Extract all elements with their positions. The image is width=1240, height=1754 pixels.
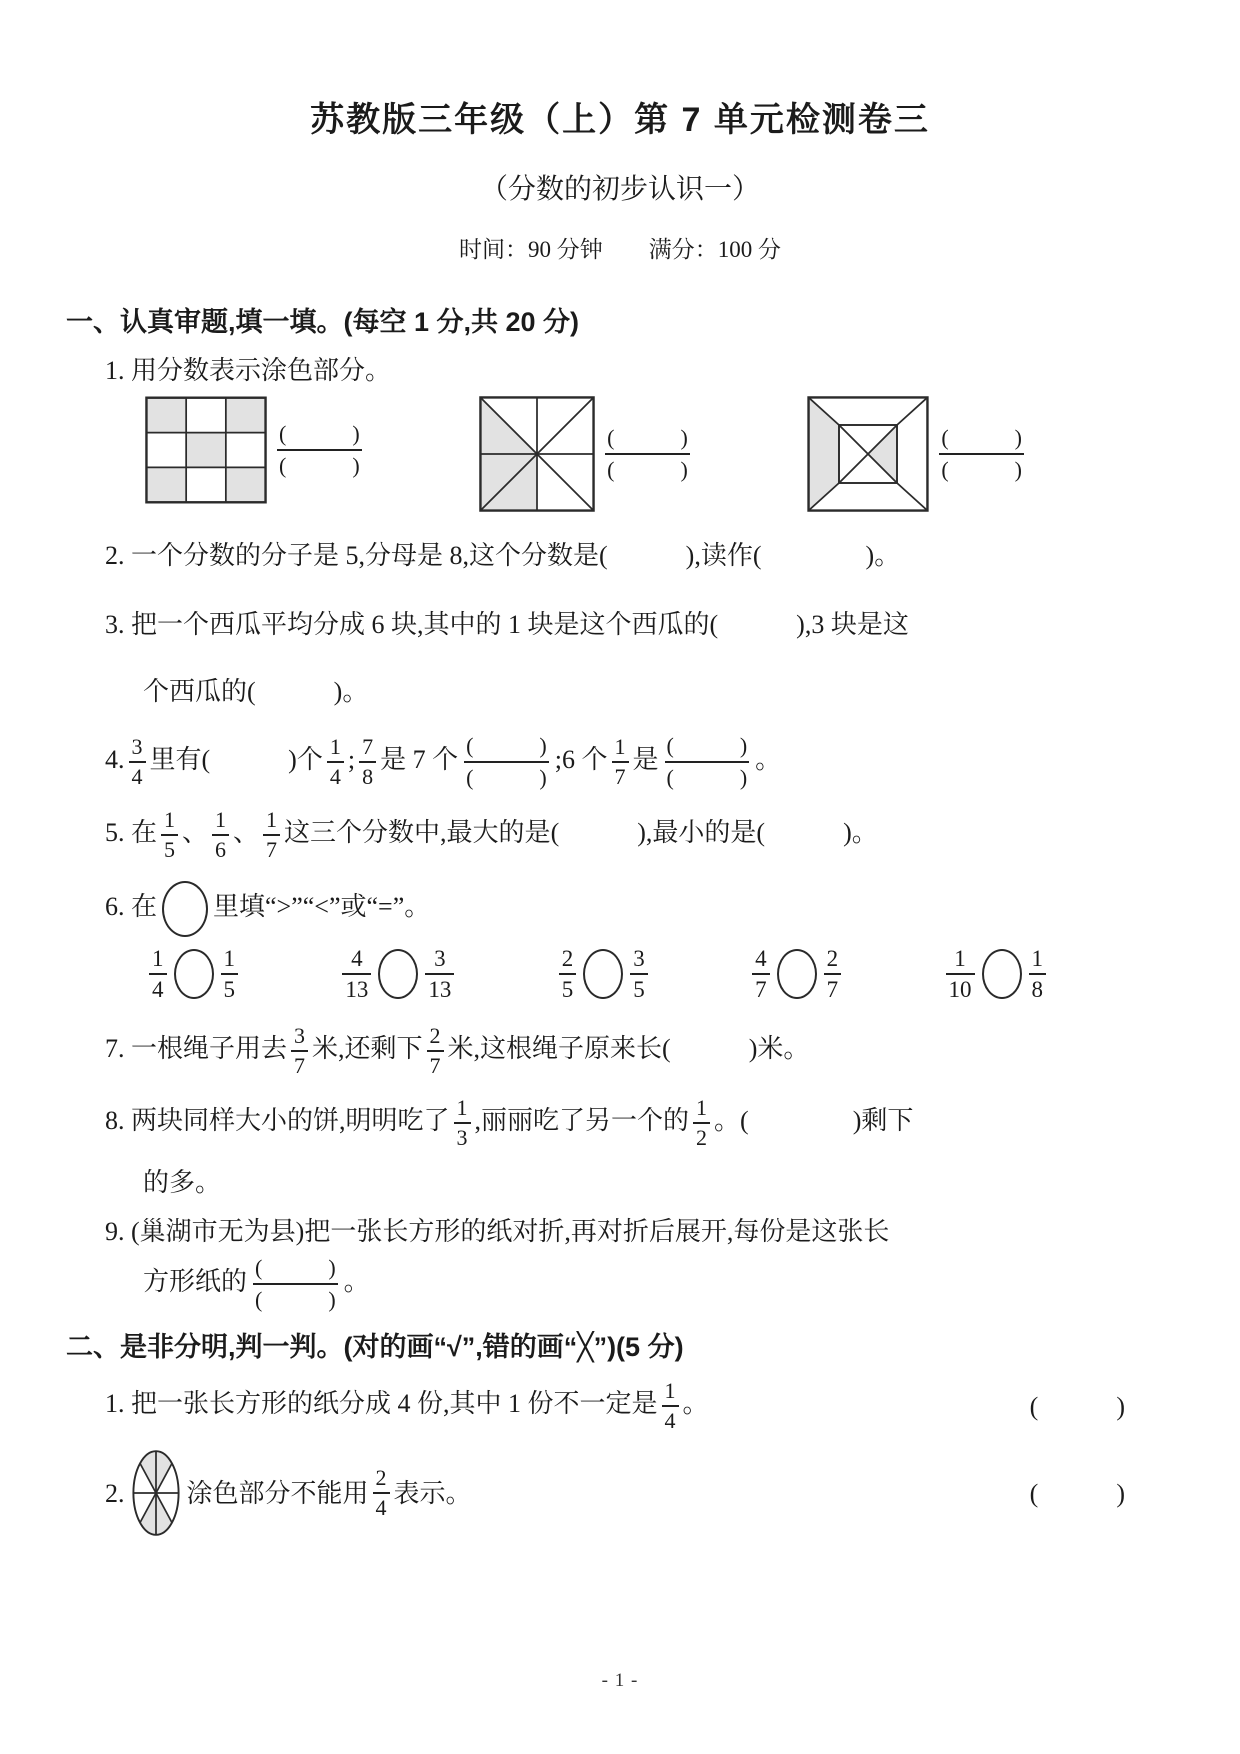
score-label: 满分：100 分: [648, 237, 781, 262]
answer-blank: ( ): [550, 817, 646, 847]
text-segment: 1. 用分数表示涂色部分。: [105, 356, 392, 385]
question-8-line1: [105, 1097, 1180, 1149]
fraction: [693, 1097, 710, 1149]
exam-info: [60, 231, 1180, 264]
page-number: - 1 -: [601, 1670, 639, 1691]
judge-answer-blank: ( ): [1029, 1478, 1125, 1508]
comparison-pair: [338, 947, 458, 1001]
text-segment: 里填“>”“<”或“=”。: [213, 891, 431, 921]
denominator: 7: [824, 973, 842, 1001]
fraction: [212, 809, 229, 861]
numerator: 7: [362, 734, 374, 759]
judge-answer-blank: ( ): [1029, 1391, 1125, 1421]
question-1-figures: [145, 396, 1030, 512]
denominator: 5: [630, 973, 648, 1001]
text-segment: 1. 把一张长方形的纸分成 4 份,其中 1 份不一定是: [105, 1388, 658, 1418]
numerator: 1: [696, 1095, 708, 1120]
fraction: [342, 947, 371, 1001]
figure-square-8-triangles: [479, 396, 696, 512]
question-7: [105, 1025, 1180, 1077]
text-segment: 个: [296, 744, 323, 774]
judge-question-1: [105, 1380, 1180, 1432]
text-segment: 。: [682, 1388, 709, 1418]
text-segment: ,3 块是这: [804, 610, 909, 639]
text-segment: 、: [182, 817, 209, 847]
fraction: [291, 1025, 308, 1077]
fraction-blank: [665, 735, 750, 789]
question-5: [105, 809, 1180, 861]
text-segment: 2. 一个分数的分子是 5,分母是 8,这个分数是: [105, 541, 600, 570]
text-segment: 。: [342, 677, 369, 706]
denominator: 4: [129, 761, 146, 788]
fraction-blank: [277, 423, 362, 477]
numerator: 1: [164, 807, 176, 832]
denominator: 7: [427, 1050, 444, 1077]
denominator: 5: [221, 973, 239, 1001]
numerator: 2: [826, 946, 839, 971]
text-segment: 表示。: [393, 1478, 472, 1508]
answer-blank: ( ): [709, 610, 805, 639]
compare-circle-blank: [378, 949, 418, 999]
answer-blank: ( ): [599, 541, 695, 570]
text-segment: 。: [851, 817, 878, 847]
denominator: 7: [291, 1050, 308, 1077]
numerator: 3: [633, 946, 645, 971]
fraction-blank: [253, 1257, 338, 1311]
numerator: 2: [375, 1465, 387, 1490]
fraction-blank: [939, 427, 1024, 481]
fraction: [425, 947, 454, 1001]
text-segment: ,丽丽吃了另一个的: [474, 1105, 690, 1135]
fraction-blank: [605, 427, 690, 481]
numerator: 2: [429, 1023, 441, 1048]
section2-header: 二、是非分明,判一判。(对的画“√”,错的画“╳”)(5 分): [66, 1332, 684, 1362]
numerator-blank: ( ): [941, 425, 1022, 450]
text-segment: 方形纸的: [143, 1266, 248, 1296]
comparison-pair: [748, 947, 845, 1001]
text-segment: 8. 两块同样大小的饼,明明吃了: [105, 1105, 450, 1135]
text-segment: 是 7 个: [380, 744, 459, 774]
comparison-pair: [555, 947, 652, 1001]
denominator: 13: [425, 973, 454, 1001]
compare-circle-blank: [777, 949, 817, 999]
text-segment: 3. 把一个西瓜平均分成 6 块,其中的 1 块是这个西瓜的: [105, 610, 710, 639]
text-segment: 、: [233, 817, 260, 847]
compare-circle-blank: [982, 949, 1022, 999]
compare-circle-blank: [583, 949, 623, 999]
answer-blank: ( ): [752, 541, 875, 570]
denominator: 4: [662, 1405, 679, 1432]
denominator-blank: ( ): [939, 453, 1024, 481]
question-text: [105, 1380, 1030, 1432]
text-segment: 6. 在: [105, 891, 158, 921]
numerator: 4: [755, 946, 767, 971]
numerator: 1: [223, 946, 235, 971]
numerator: 3: [131, 734, 143, 759]
text-segment: ;: [347, 744, 356, 774]
text-segment: ,最小的是: [645, 817, 757, 847]
denominator: 4: [373, 1492, 390, 1519]
numerator-blank: ( ): [279, 421, 360, 446]
text-segment: 这三个分数中,最大的是: [284, 817, 551, 847]
answer-blank: ( ): [756, 817, 852, 847]
fraction: [1029, 947, 1047, 1001]
text-segment: 7. 一根绳子用去: [105, 1033, 288, 1063]
fraction: [359, 736, 376, 788]
ellipse-8-sectors-figure: [131, 1448, 181, 1538]
grid-3x3-figure: [145, 396, 267, 504]
text-segment: ;6 个: [554, 744, 608, 774]
text-segment: 。: [714, 1105, 741, 1135]
numerator: 2: [561, 946, 574, 971]
numerator: 1: [954, 946, 966, 971]
square-with-inner-square-figure: [807, 396, 929, 512]
fraction: [161, 809, 178, 861]
denominator: 7: [263, 834, 280, 861]
text-segment: 5. 在: [105, 817, 158, 847]
text-segment: 的多。: [143, 1168, 222, 1197]
figure-square-inner-square: [807, 396, 1030, 512]
text-segment: 。: [343, 1266, 370, 1296]
page-title: 苏教版三年级（上）第 7 单元检测卷三: [310, 101, 930, 139]
denominator-blank: ( ): [665, 761, 750, 789]
fraction: [559, 947, 577, 1001]
numerator: 1: [614, 734, 626, 759]
question-3-line1: [105, 605, 1180, 644]
text-segment: 4.: [105, 744, 125, 774]
text-segment: ,读作: [694, 541, 753, 570]
text-segment: 米。: [757, 1033, 810, 1063]
denominator: 4: [149, 973, 167, 1001]
denominator: 4: [327, 761, 344, 788]
text-segment: 里有: [149, 744, 202, 774]
question-6: [105, 881, 1180, 937]
question-9-line1: [105, 1212, 1180, 1251]
fraction: [327, 736, 344, 788]
numerator: 3: [434, 946, 446, 971]
fraction-blank: [464, 735, 549, 789]
fraction: [662, 1380, 679, 1432]
fraction: [612, 736, 629, 788]
numerator: 1: [664, 1378, 676, 1403]
compare-circle-blank: [162, 881, 208, 937]
numerator: 3: [294, 1023, 306, 1048]
question-6-comparisons: [145, 947, 1050, 1001]
answer-blank: ( ): [201, 744, 297, 774]
judge-question-2: [105, 1448, 1180, 1538]
question-1: [105, 351, 1180, 390]
denominator: 6: [212, 834, 229, 861]
denominator-blank: ( ): [464, 761, 549, 789]
denominator: 8: [1029, 973, 1047, 1001]
question-9-line2: [143, 1257, 1180, 1311]
fraction: [129, 736, 146, 788]
denominator: 13: [342, 973, 371, 1001]
denominator-blank: ( ): [605, 453, 690, 481]
denominator: 8: [359, 761, 376, 788]
numerator-blank: ( ): [607, 425, 688, 450]
numerator: 1: [456, 1095, 468, 1120]
fraction: [427, 1025, 444, 1077]
text-segment: 。: [755, 744, 782, 774]
fraction: [454, 1097, 471, 1149]
text-segment: 是: [632, 744, 659, 774]
text-segment: 9. (巢湖市无为县)把一张长方形的纸对折,再对折后展开,每份是这张长: [105, 1217, 890, 1246]
text-segment: 米,这根绳子原来长: [447, 1033, 663, 1063]
compare-circle-blank: [174, 949, 214, 999]
question-4: [105, 735, 1180, 789]
numerator-blank: ( ): [466, 733, 547, 758]
text-segment: 剩下: [861, 1105, 914, 1135]
numerator-blank: ( ): [666, 733, 748, 758]
fraction: [149, 947, 167, 1001]
figure-grid-3x3: [145, 396, 368, 504]
question-2: [105, 536, 1180, 575]
text-segment: 个西瓜的: [143, 677, 248, 706]
section1-header: 一、认真审题,填一填。(每空 1 分,共 20 分): [66, 307, 580, 337]
denominator: 10: [946, 973, 975, 1001]
question-8-line2: [143, 1163, 1180, 1202]
numerator: 1: [1031, 946, 1043, 971]
text-segment: 米,还剩下: [312, 1033, 423, 1063]
numerator: 1: [329, 734, 341, 759]
denominator-blank: ( ): [277, 449, 362, 477]
page-subtitle: （分数的初步认识一）: [479, 173, 760, 204]
text-segment: 涂色部分不能用: [186, 1478, 369, 1508]
fraction: [752, 947, 770, 1001]
fraction: [630, 947, 648, 1001]
square-8-triangles-figure: [479, 396, 595, 512]
fraction: [373, 1467, 390, 1519]
comparison-pair: [942, 947, 1051, 1001]
denominator: 7: [612, 761, 629, 788]
denominator-blank: ( ): [253, 1283, 338, 1311]
denominator: 5: [559, 973, 577, 1001]
denominator: 3: [454, 1122, 471, 1149]
fraction: [221, 947, 239, 1001]
text-segment: 。: [874, 541, 901, 570]
question-number: 2.: [105, 1478, 125, 1508]
denominator: 5: [161, 834, 178, 861]
fraction: [263, 809, 280, 861]
numerator: 4: [351, 946, 363, 971]
numerator: 1: [152, 946, 164, 971]
comparison-pair: [145, 947, 242, 1001]
numerator: 1: [266, 807, 278, 832]
fraction: [946, 947, 975, 1001]
question-3-line2: [143, 672, 1180, 711]
question-text: [105, 1448, 1030, 1538]
answer-blank: ( ): [247, 677, 343, 706]
time-label: 时间：90 分钟: [459, 237, 603, 262]
answer-blank: ( ): [662, 1033, 758, 1063]
denominator: 2: [693, 1122, 710, 1149]
numerator: 1: [215, 807, 227, 832]
fraction: [824, 947, 842, 1001]
denominator: 7: [752, 973, 770, 1001]
numerator-blank: ( ): [255, 1255, 336, 1280]
answer-blank: ( ): [740, 1105, 862, 1135]
